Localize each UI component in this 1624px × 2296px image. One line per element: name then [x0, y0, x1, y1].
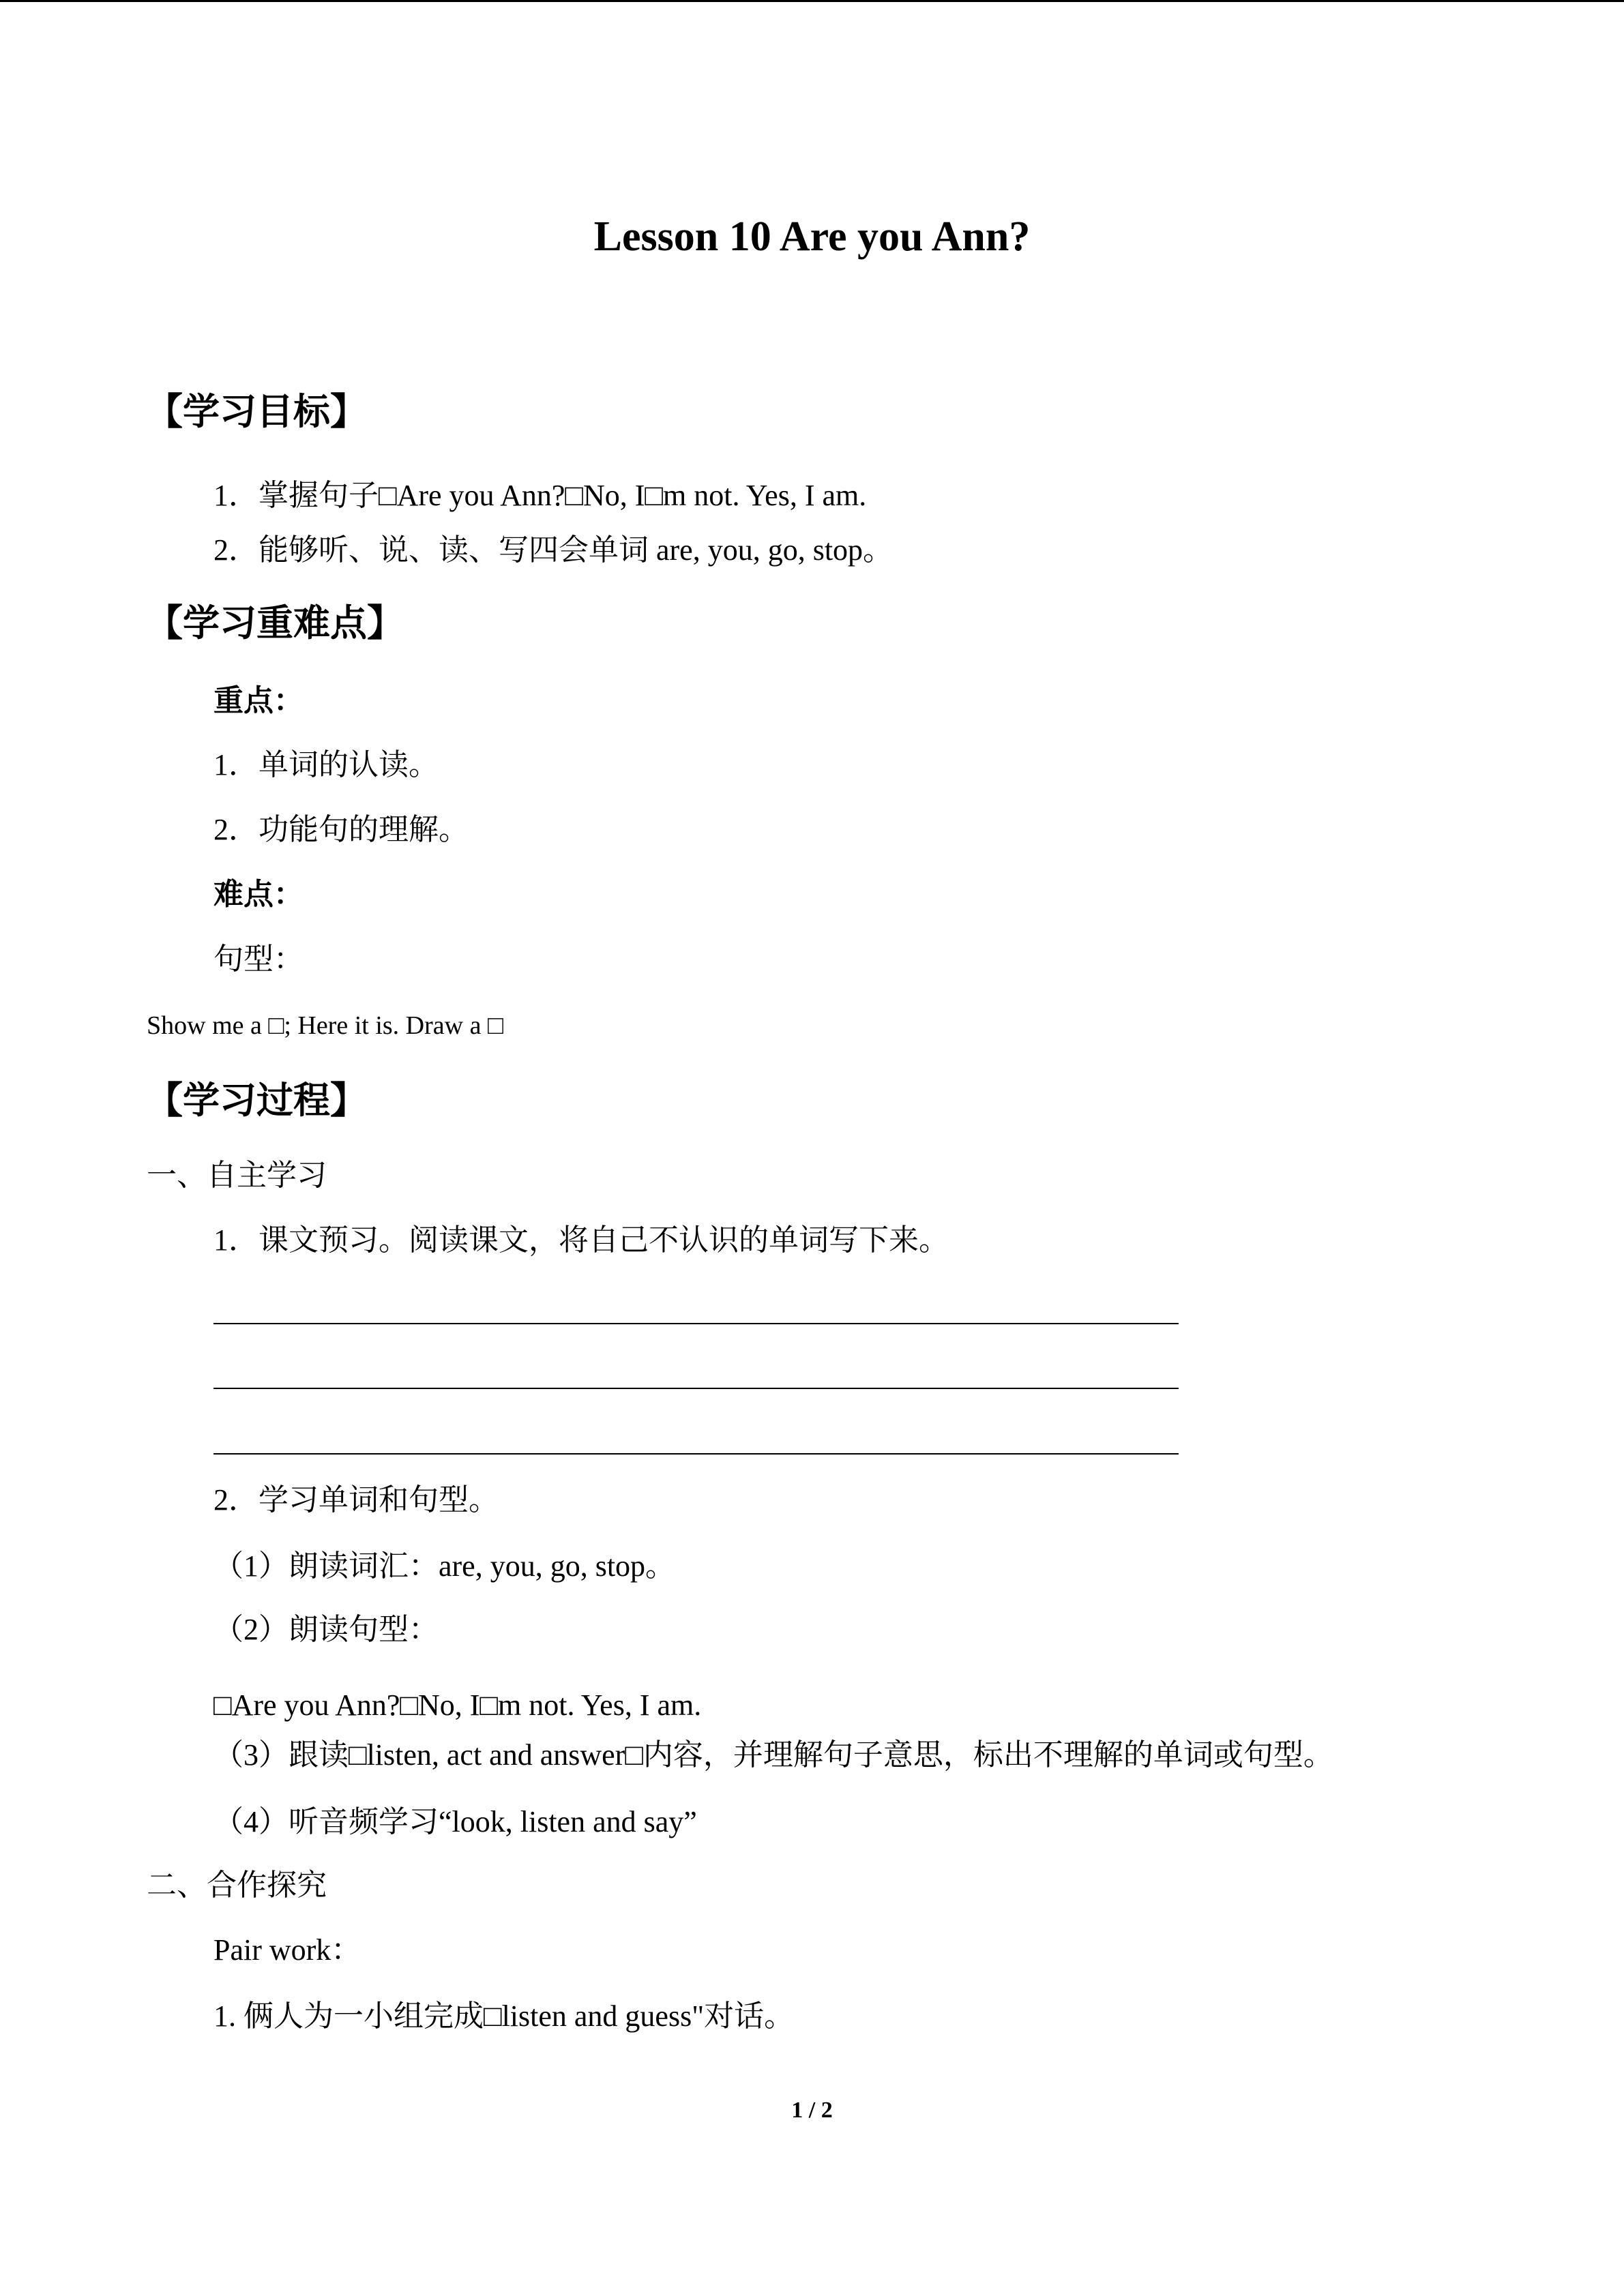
process-heading: 【学习过程】 [146, 1079, 367, 1122]
answer-line-1 [213, 1323, 1179, 1324]
part2-pair-work: Pair work： [213, 1933, 361, 1967]
part1-sub3: （3）跟读□listen, act and answer□内容，并理解句子意思，标出不理解的单词或句型。 [213, 1738, 1333, 1772]
goal-item-2: 2．能够听、说、读、写四会单词 are, you, go, stop。 [213, 533, 894, 567]
part1-step2: 2．学习单词和句型。 [213, 1483, 499, 1517]
document-title: Lesson 10 Are you Ann? [593, 213, 1031, 260]
part1-step1: 1．课文预习。阅读课文，将自己不认识的单词写下来。 [213, 1223, 949, 1257]
goal-item-1: 1．掌握句子□Are you Ann?□No, I□m not. Yes, I am. [213, 479, 867, 512]
key-label: 重点： [213, 684, 304, 717]
part2-title: 二、合作探究 [147, 1868, 327, 1902]
goals-heading: 【学习目标】 [146, 390, 367, 433]
answer-line-2 [213, 1388, 1179, 1389]
key-item-2: 2．功能句的理解。 [213, 813, 469, 846]
part1-title: 一、自主学习 [147, 1159, 327, 1192]
key-points-heading: 【学习重难点】 [146, 601, 404, 644]
part1-sub2-sentence: □Are you Ann?□No, I□m not. Yes, I am. [213, 1688, 702, 1722]
page-number: 1 / 2 [791, 2098, 833, 2123]
part2-item1: 1. 俩人为一小组完成□listen and guess"对话。 [213, 1999, 795, 2033]
answer-line-3 [213, 1453, 1179, 1455]
pattern-text: Show me a □; Here it is. Draw a □ [147, 1011, 503, 1040]
part1-sub2: （2）朗读句型： [213, 1613, 439, 1646]
part1-sub4: （4）听音频学习“look, listen and say” [213, 1805, 697, 1838]
part1-sub1: （1）朗读词汇：are, you, go, stop。 [213, 1549, 676, 1583]
difficult-label: 难点： [213, 878, 304, 911]
key-item-1: 1．单词的认读。 [213, 748, 439, 781]
pattern-label: 句型： [213, 942, 304, 976]
